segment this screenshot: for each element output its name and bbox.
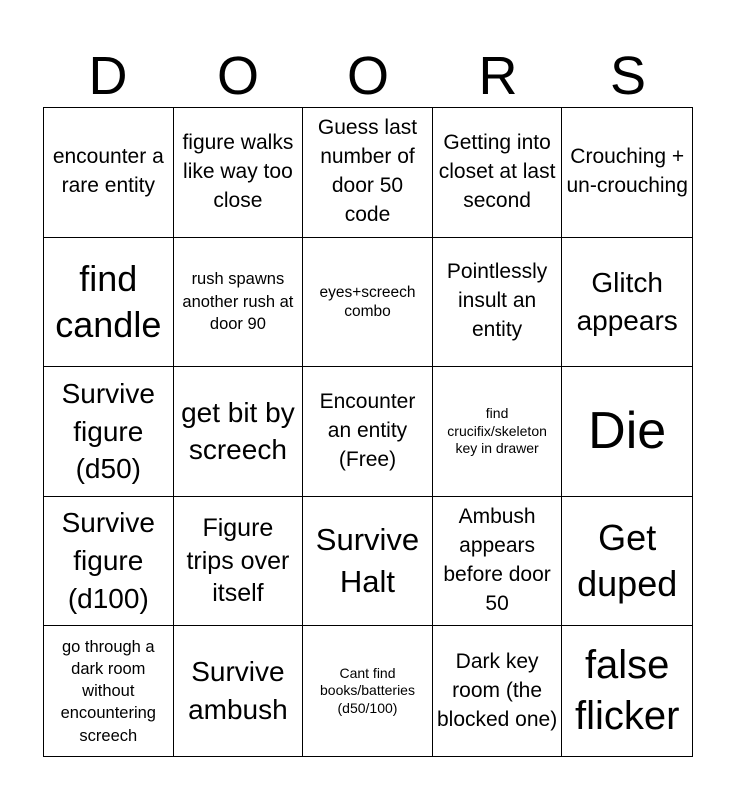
bingo-cell-r4c3[interactable] xyxy=(303,497,433,627)
bingo-cell-r2c5[interactable] xyxy=(562,238,692,368)
bingo-cell-r2c4[interactable] xyxy=(433,238,563,368)
cell-text: Getting into closet at last second xyxy=(438,130,556,212)
cell-text: Glitch appears xyxy=(576,267,678,336)
bingo-cell-r5c2[interactable] xyxy=(174,626,304,756)
title-letter-o2: O xyxy=(346,46,389,106)
bingo-cell-r2c3[interactable] xyxy=(303,238,433,368)
cell-text: Figure trips over itself xyxy=(186,514,290,608)
bingo-board xyxy=(43,107,693,757)
cell-text: Encounter an entity (Free) xyxy=(319,390,416,471)
cell-text: encounter a rare entity xyxy=(52,145,164,198)
cell-text: Survive figure (d50) xyxy=(61,377,155,485)
cell-text: figure walks like way too close xyxy=(182,130,294,212)
bingo-cell-r5c4[interactable] xyxy=(433,626,563,756)
bingo-cell-r3c4[interactable] xyxy=(433,367,563,497)
bingo-cell-r3c5[interactable] xyxy=(562,367,692,497)
bingo-cell-r4c1[interactable] xyxy=(44,497,174,627)
title-letter-s: S xyxy=(609,46,647,106)
cell-text: Die xyxy=(588,401,667,460)
bingo-cell-r2c1[interactable] xyxy=(44,238,174,368)
cell-text: find candle xyxy=(55,257,162,345)
cell-text: Ambush appears before door 50 xyxy=(443,505,551,616)
bingo-cell-r5c1[interactable] xyxy=(44,626,174,756)
bingo-cell-r2c2[interactable] xyxy=(174,238,304,368)
title-letter-d: D xyxy=(88,46,128,106)
cell-text: Get duped xyxy=(577,517,678,605)
cell-text: Survive ambush xyxy=(188,656,288,726)
bingo-cell-r5c3[interactable] xyxy=(303,626,433,756)
cell-text: Dark key room (the blocked one) xyxy=(436,649,558,731)
cell-text: Survive Halt xyxy=(315,522,420,600)
bingo-cell-r4c4[interactable] xyxy=(433,497,563,627)
cell-text: find crucifix/skeleton key in drawer xyxy=(447,405,547,457)
bingo-cell-r3c3[interactable] xyxy=(303,367,433,497)
bingo-cell-r1c5[interactable] xyxy=(562,108,692,238)
bingo-cell-r3c1[interactable] xyxy=(44,367,174,497)
bingo-cell-r5c5[interactable] xyxy=(562,626,692,756)
cell-text: get bit by screech xyxy=(181,396,295,466)
cell-text: rush spawns another rush at door 90 xyxy=(182,270,294,334)
cell-text: Cant find books/batteries (d50/100) xyxy=(320,664,415,716)
bingo-cell-r1c4[interactable] xyxy=(433,108,563,238)
cell-text: Guess last number of door 50 code xyxy=(317,116,418,227)
cell-text: go through a dark room without encountering screech xyxy=(60,637,156,745)
bingo-title xyxy=(43,44,693,108)
bingo-cell-r4c5[interactable] xyxy=(562,497,692,627)
title-letter-r: R xyxy=(478,46,518,106)
cell-text: false flicker xyxy=(574,643,680,739)
bingo-cell-r4c2[interactable] xyxy=(174,497,304,627)
cell-text: Crouching + un-crouching xyxy=(566,145,688,198)
cell-text: eyes+screech combo xyxy=(319,283,416,320)
bingo-cell-r1c1[interactable] xyxy=(44,108,174,238)
bingo-cell-r1c2[interactable] xyxy=(174,108,304,238)
bingo-cell-r1c3[interactable] xyxy=(303,108,433,238)
cell-text: Survive figure (d100) xyxy=(61,507,155,614)
bingo-cell-r3c2[interactable] xyxy=(174,367,304,497)
title-letter-o1: O xyxy=(216,46,259,106)
cell-text: Pointlessly insult an entity xyxy=(446,260,548,342)
